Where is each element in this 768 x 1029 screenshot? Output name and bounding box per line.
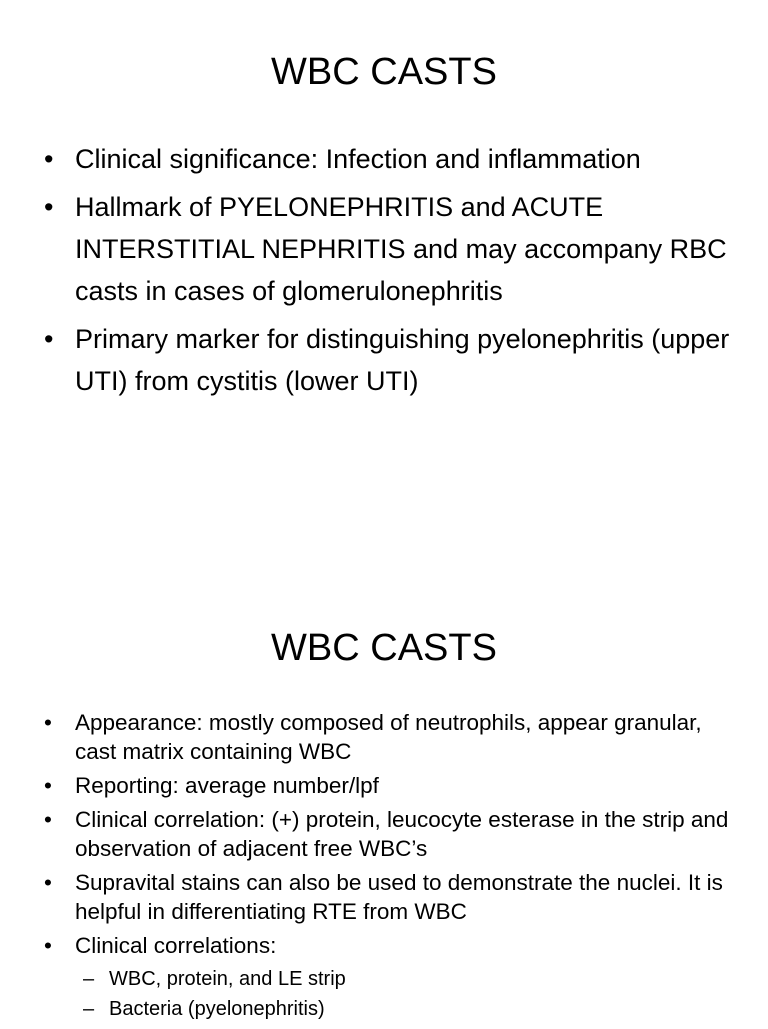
bullet-icon: • — [44, 870, 52, 895]
bullet-text: Primary marker for distinguishing pyelonephritis (upper UTI) from cystitis (lower UTI) — [75, 324, 730, 396]
bullet-item — [44, 868, 734, 926]
bullet-item — [44, 318, 734, 402]
bullet-item — [44, 708, 734, 766]
sub-bullet-list — [75, 964, 734, 1024]
bullet-icon: • — [44, 144, 54, 174]
bullet-text: Supravital stains can also be used to demonstrate the nuclei. It is helpful in differentiating RTE from WBC — [75, 870, 723, 924]
bullet-item — [44, 805, 734, 863]
bullet-text: Clinical correlations: — [75, 933, 277, 958]
sub-bullet-text: Bacteria (pyelonephritis) — [109, 998, 325, 1020]
bullet-text: Clinical correlation: (+) protein, leucocyte esterase in the strip and observation of adjacent free WBC’s — [75, 807, 729, 861]
bullet-item — [44, 138, 734, 180]
sub-bullet-text: WBC, protein, and LE strip — [109, 968, 346, 990]
bullet-text: Appearance: mostly composed of neutrophils, appear granular, cast matrix containing WBC — [75, 710, 702, 764]
bullet-text: Reporting: average number/lpf — [75, 773, 379, 798]
bullet-icon: • — [44, 807, 52, 832]
dash-icon: – — [83, 998, 95, 1020]
sub-bullet-item — [75, 964, 734, 994]
bullet-text: Hallmark of PYELONEPHRITIS and ACUTE INTERSTITIAL NEPHRITIS and may accompany RBC casts in cases of glomerulonephritis — [75, 192, 727, 306]
bullet-icon: • — [44, 933, 52, 958]
slide-2 — [0, 512, 768, 1024]
bullet-list — [44, 708, 734, 1029]
bullet-icon: • — [44, 324, 54, 354]
bullet-item — [44, 771, 734, 800]
bullet-icon: • — [44, 710, 52, 735]
bullet-icon: • — [44, 192, 54, 222]
slide-title: WBC CASTS — [271, 627, 497, 669]
bullet-icon: • — [44, 773, 52, 798]
slide-title: WBC CASTS — [271, 51, 497, 93]
bullet-item — [44, 186, 734, 312]
dash-icon: – — [83, 968, 95, 990]
sub-bullet-item — [75, 994, 734, 1024]
bullet-item — [44, 931, 734, 1024]
bullet-list — [44, 138, 734, 408]
slide-1 — [0, 0, 768, 512]
bullet-text: Clinical significance: Infection and inflammation — [75, 144, 641, 174]
